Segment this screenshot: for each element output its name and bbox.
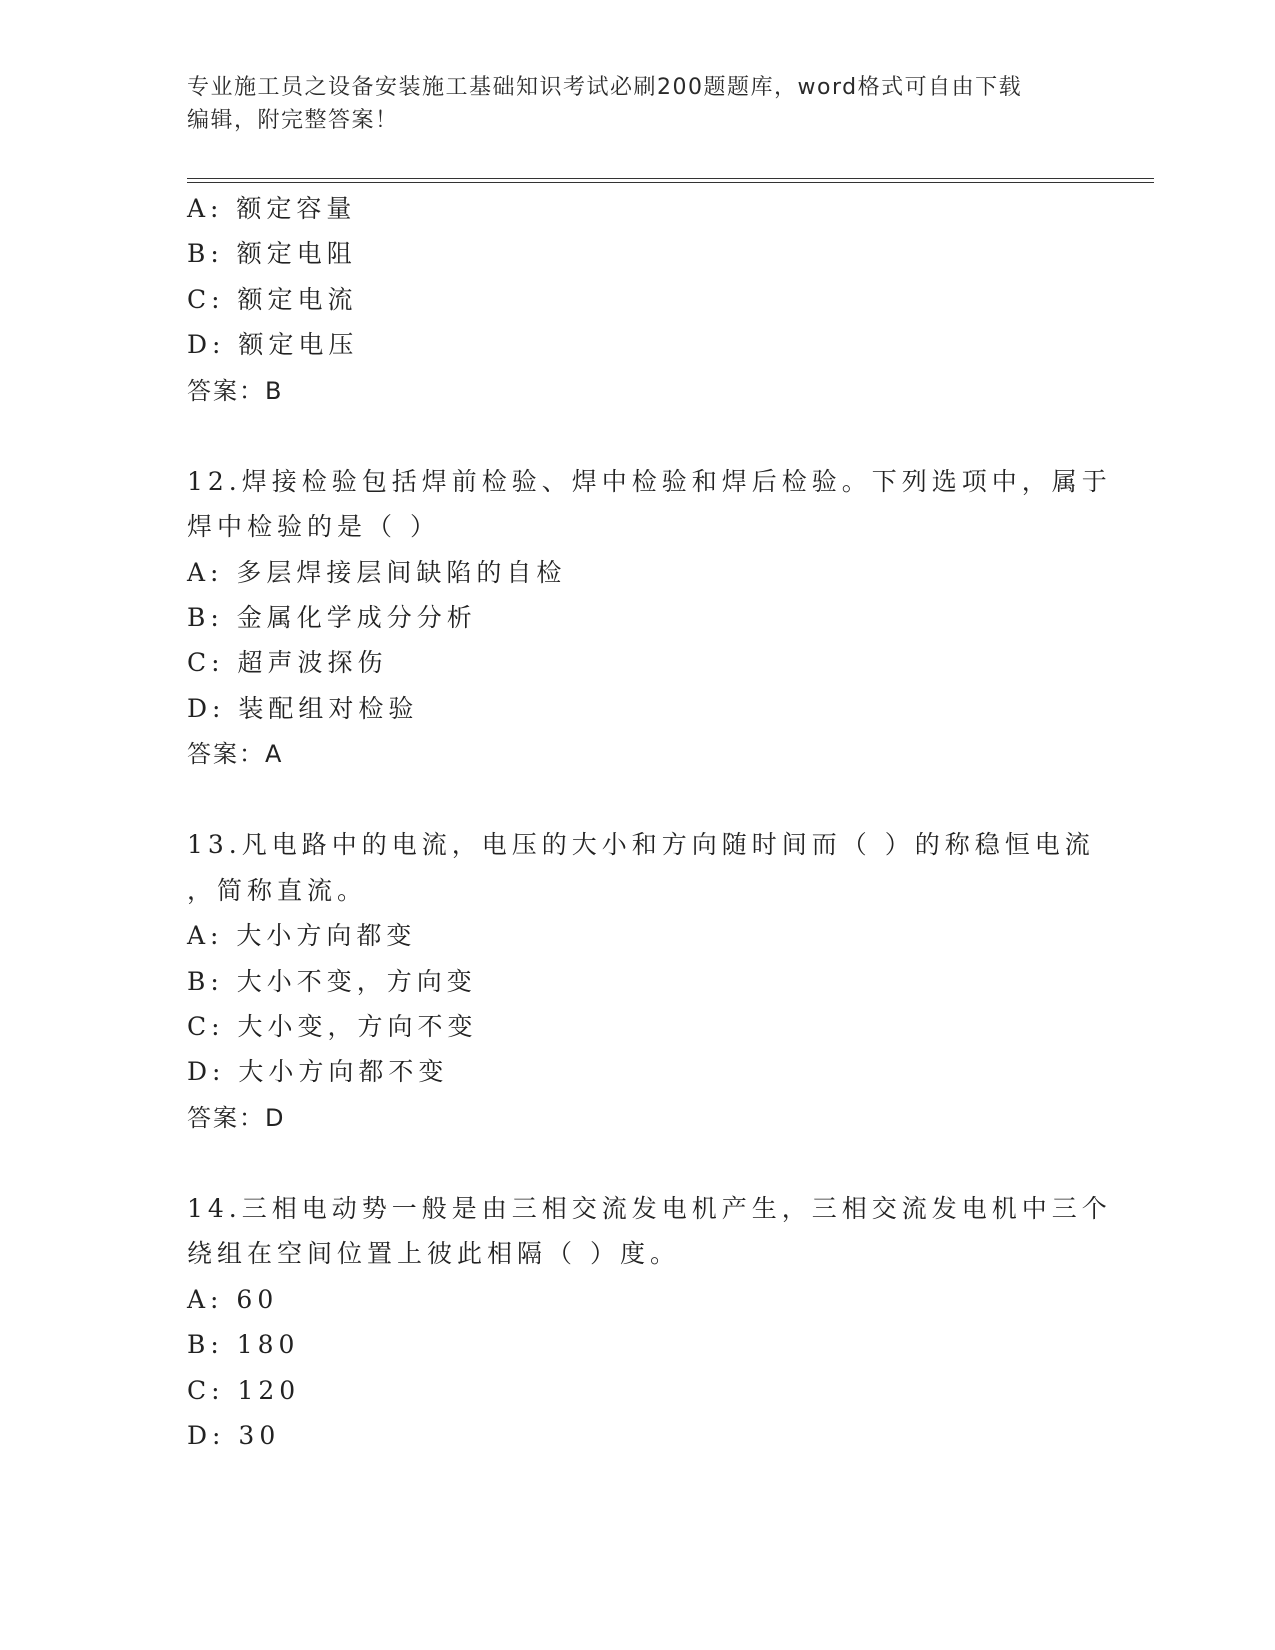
q12-option-c: C: 超声波探伤 <box>187 648 388 677</box>
q12-question-line-1: 12.焊接检验包括焊前检验、焊中检验和焊后检验。下列选项中，属于 <box>187 467 1112 496</box>
q13-option-d: D: 大小方向都不变 <box>187 1057 449 1086</box>
q12-option-a: A: 多层焊接层间缺陷的自检 <box>187 558 567 587</box>
q14-option-c: C: 120 <box>187 1376 301 1405</box>
q12-answer: 答案：A <box>187 740 284 768</box>
q12-question-line-2: 焊中检验的是（ ） <box>187 512 440 541</box>
q14-option-d: D: 30 <box>187 1421 281 1450</box>
header-rule-top <box>187 178 1154 179</box>
q11-answer: 答案：B <box>187 377 284 405</box>
q14-question-line-2: 绕组在空间位置上彼此相隔（ ）度。 <box>187 1239 680 1268</box>
header-line-2: 编辑，附完整答案！ <box>187 108 399 133</box>
header-rule-bottom <box>187 182 1154 183</box>
q14-option-b: B: 180 <box>187 1330 300 1359</box>
q13-question-line-1: 13.凡电路中的电流，电压的大小和方向随时间而（ ）的称稳恒电流 <box>187 830 1095 859</box>
q11-option-d: D: 额定电压 <box>187 330 359 359</box>
q11-option-b: B: 额定电阻 <box>187 239 357 268</box>
q13-answer: 答案：D <box>187 1104 286 1132</box>
q14-question-line-1: 14.三相电动势一般是由三相交流发电机产生，三相交流发电机中三个 <box>187 1194 1112 1223</box>
q12-option-b: B: 金属化学成分分析 <box>187 603 477 632</box>
q11-option-a: A: 额定容量 <box>187 194 357 223</box>
q13-option-b: B: 大小不变，方向变 <box>187 967 477 996</box>
q13-option-c: C: 大小变，方向不变 <box>187 1012 478 1041</box>
header-line-1: 专业施工员之设备安装施工基础知识考试必刷200题题库，word格式可自由下载 <box>187 75 1023 100</box>
document-header <box>187 71 1067 137</box>
q11-option-c: C: 额定电流 <box>187 285 358 314</box>
q13-question-line-2: ，简称直流。 <box>187 876 368 905</box>
q13-option-a: A: 大小方向都变 <box>187 921 417 950</box>
q14-option-a: A: 60 <box>187 1285 279 1314</box>
q12-option-d: D: 装配组对检验 <box>187 694 419 723</box>
